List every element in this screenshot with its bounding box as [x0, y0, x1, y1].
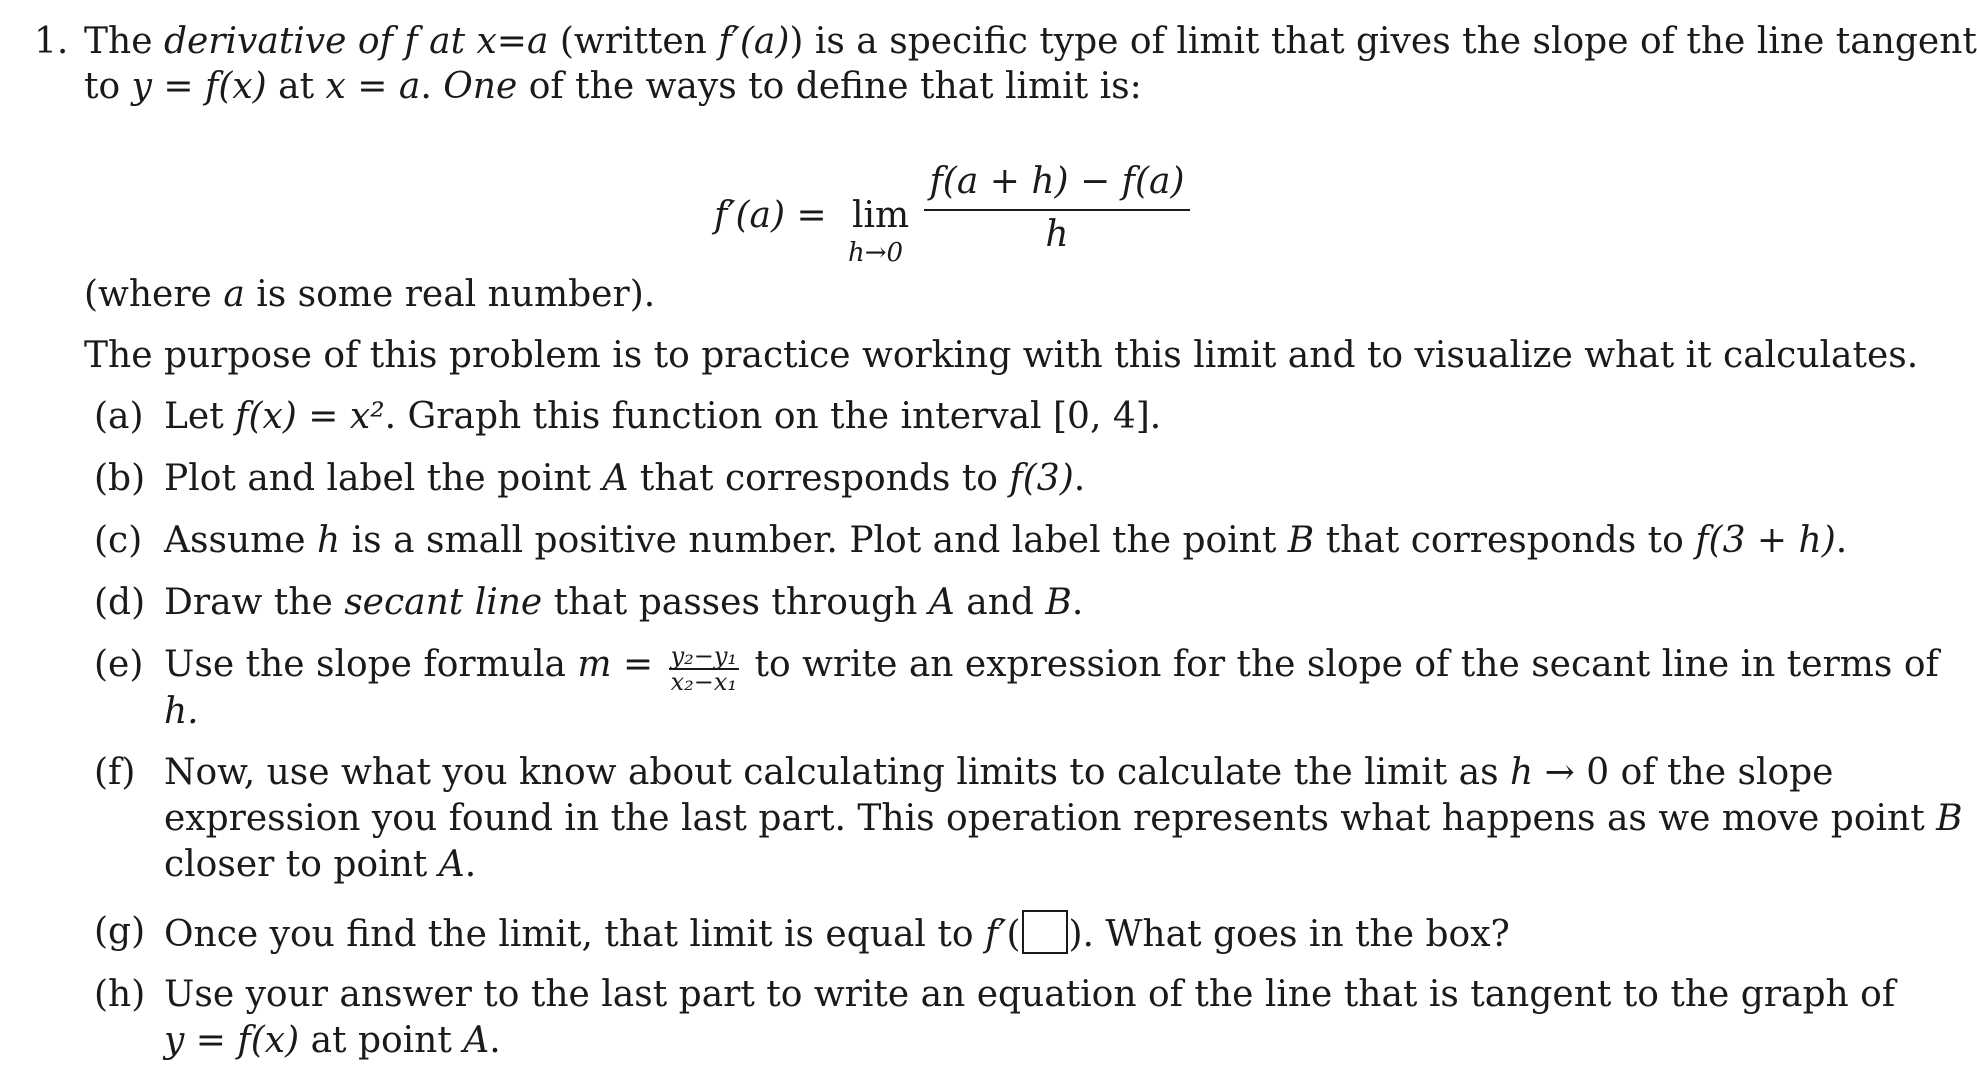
text: . — [420, 66, 444, 107]
text: f(x) — [205, 66, 267, 107]
slope-numerator: y₂−y₁ — [670, 642, 738, 670]
text: a — [398, 66, 421, 107]
text: Draw the — [164, 582, 345, 623]
text: that corresponds to — [628, 458, 1010, 499]
text: h — [317, 520, 341, 561]
text: A — [438, 844, 465, 885]
part-c-text — [164, 519, 1847, 563]
part-h-label: (h) — [94, 974, 146, 1015]
formula-numerator: f(a + h) − f(a) — [929, 161, 1185, 202]
text: Let — [164, 396, 236, 437]
text: ). What goes in the box? — [1068, 914, 1510, 955]
text: x² — [349, 396, 385, 437]
text: h — [1510, 752, 1534, 793]
part-f-text-line-2 — [164, 797, 1963, 841]
text: to — [84, 66, 132, 107]
text: a — [223, 274, 245, 315]
text: at — [266, 66, 326, 107]
formula-denominator: h — [1045, 214, 1069, 255]
text: ) is a specific type of limit that gives the slope of the line tangent — [789, 21, 1977, 62]
text: Use the slope formula — [164, 644, 578, 685]
part-e-text — [164, 643, 1939, 694]
text: Plot and label the point — [164, 458, 603, 499]
problem-intro-line-2 — [84, 65, 1142, 109]
text: is some real number). — [244, 274, 656, 315]
text: = — [345, 66, 399, 107]
part-g-label: (g) — [94, 911, 146, 952]
part-h-text-line-1: Use your answer to the last part to write an equation of the line that is tangent to the graph of — [164, 974, 1896, 1015]
text: secant line — [344, 582, 543, 623]
text: y — [131, 66, 152, 107]
text: = — [151, 66, 205, 107]
text: = — [611, 644, 665, 685]
formula-lim-subscript: h→0 — [848, 238, 904, 268]
purpose-statement: The purpose of this problem is to practice working with this limit and to visualize what it calculates. — [84, 335, 1919, 376]
part-e-text-line-2: h. — [164, 691, 199, 732]
text: derivative of f at x — [163, 21, 497, 62]
part-f-text-line-3 — [164, 843, 476, 887]
text: f(x) — [237, 1020, 300, 1061]
text: → 0 of the slope — [1533, 752, 1834, 793]
text: y — [164, 1020, 185, 1061]
part-f-label: (f) — [94, 752, 136, 793]
where-clause — [84, 273, 655, 317]
text: of the ways to define that limit is: — [517, 66, 1142, 107]
text: = — [496, 21, 527, 62]
text: . — [464, 844, 477, 885]
text: and — [954, 582, 1046, 623]
part-d-label: (d) — [94, 582, 146, 623]
formula-lhs: f′(a) = — [714, 195, 827, 236]
text: ( — [1006, 914, 1021, 955]
text: x — [325, 66, 346, 107]
text: is a small positive number. Plot and label the point — [340, 520, 1288, 561]
text: One — [443, 66, 518, 107]
text: that passes through — [542, 582, 929, 623]
text: . — [489, 1020, 501, 1061]
text: A — [928, 582, 955, 623]
part-d-text — [164, 581, 1083, 625]
text: = — [184, 1020, 238, 1061]
text: a — [526, 21, 549, 62]
text: expression you found in the last part. This operation represents what happens as we move point — [164, 798, 1937, 839]
part-h-text-line-2 — [164, 1019, 501, 1063]
text: B — [1045, 582, 1072, 623]
text: Assume — [164, 520, 318, 561]
part-b-text — [164, 457, 1085, 501]
text: B — [1936, 798, 1963, 839]
answer-box — [1022, 910, 1068, 954]
text: closer to point — [164, 844, 439, 885]
problem-number: 1. — [34, 21, 69, 62]
text: (where — [84, 274, 224, 315]
part-c-label: (c) — [94, 520, 143, 561]
text: that corresponds to — [1314, 520, 1696, 561]
part-a-text — [164, 395, 1161, 439]
text: B — [1287, 520, 1315, 561]
text: (written — [548, 21, 719, 62]
text: A — [602, 458, 629, 499]
text: f(3) — [1009, 458, 1074, 499]
text: . Graph this function on the interval [0, 4]. — [384, 396, 1162, 437]
part-e-label: (e) — [94, 644, 144, 685]
text: Now, use what you know about calculating limits to calculate the limit as — [164, 752, 1511, 793]
text: f′(a) — [718, 21, 790, 62]
formula-lim: lim — [852, 195, 910, 236]
problem-intro-line-1 — [84, 20, 1977, 64]
text: Once you find the limit, that limit is equal to — [164, 914, 985, 955]
slope-fraction — [669, 644, 739, 694]
text: . — [1071, 582, 1084, 623]
part-f-text-line-1 — [164, 751, 1834, 795]
text: m — [577, 644, 612, 685]
text: f(x) — [235, 396, 297, 437]
slope-denominator: x₂−x₁ — [669, 668, 739, 694]
text: The — [84, 21, 164, 62]
text: . — [1073, 458, 1086, 499]
text: = — [296, 396, 350, 437]
text: f′ — [984, 914, 1007, 955]
part-b-label: (b) — [94, 458, 146, 499]
part-g-text — [164, 910, 1510, 957]
text: A — [463, 1020, 490, 1061]
text: f(3 + h) — [1695, 520, 1836, 561]
text: at point — [299, 1020, 464, 1061]
fraction-bar — [924, 209, 1190, 211]
text: . — [1835, 520, 1848, 561]
part-a-label: (a) — [94, 396, 144, 437]
text: to write an expression for the slope of the secant line in terms of — [743, 644, 1939, 685]
